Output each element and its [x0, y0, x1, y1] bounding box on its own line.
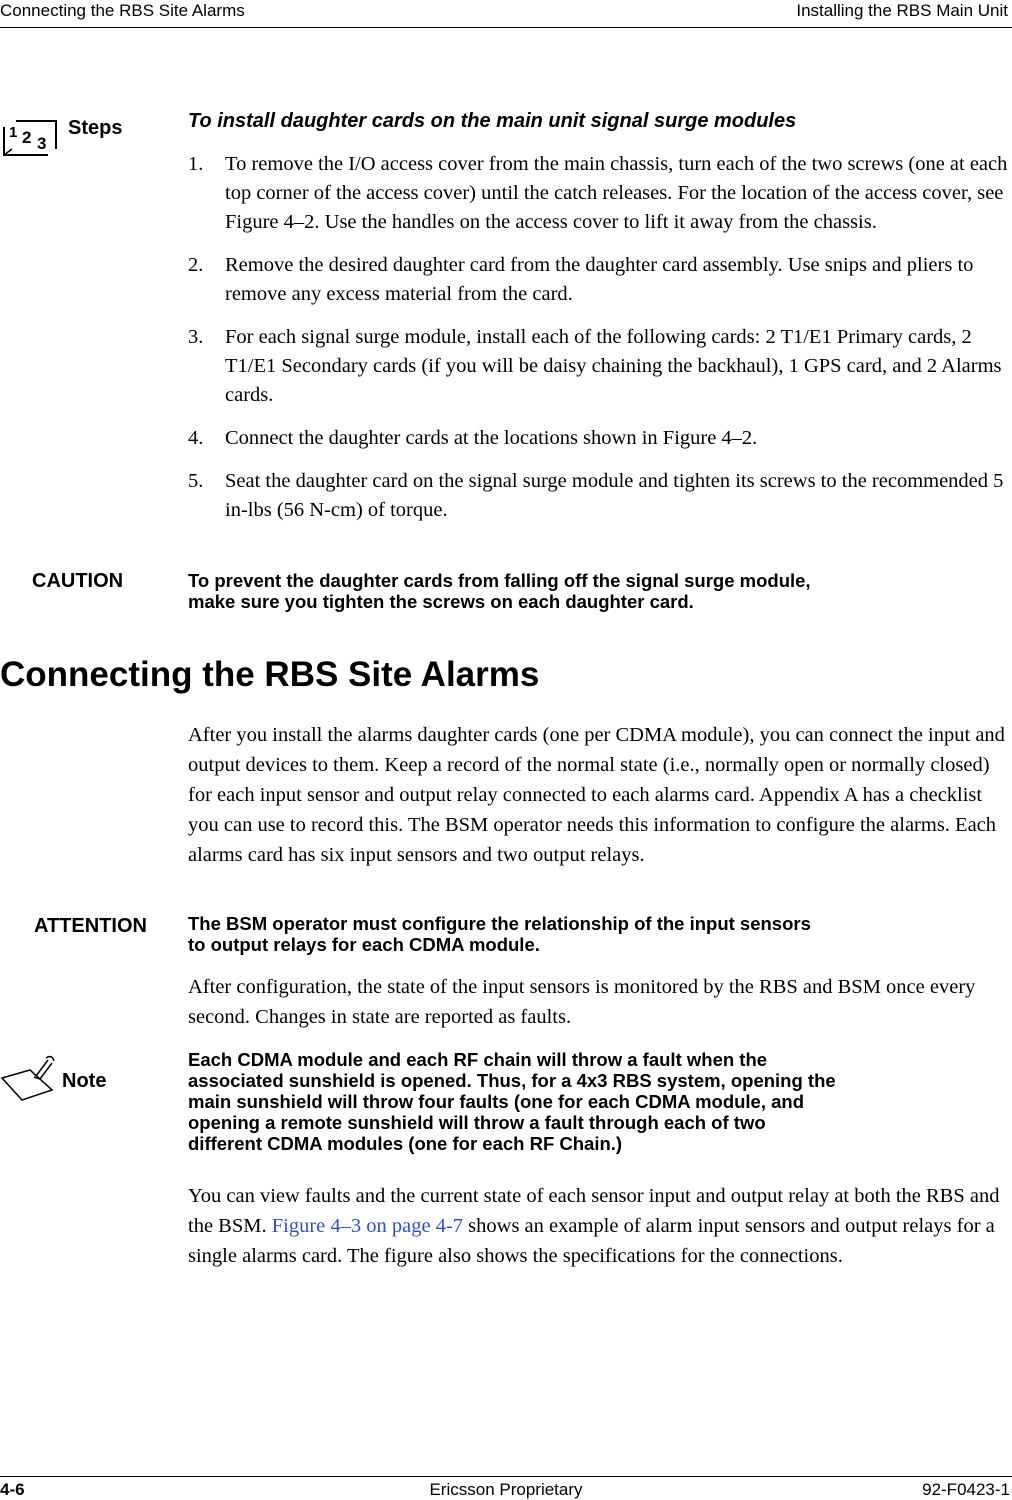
- footer-rule: [0, 1476, 1012, 1477]
- step-number: 5.: [188, 470, 204, 492]
- caution-line: make sure you tighten the screws on each daughter card.: [188, 591, 694, 612]
- note-line: main sunshield will throw four faults (one for each CDMA module, and: [188, 1091, 805, 1112]
- svg-text:1: 1: [9, 124, 18, 141]
- svg-text:2: 2: [22, 128, 32, 147]
- step-text: Seat the daughter card on the signal surge module and tighten its screws to the recommended 5 in-lbs (56 N-cm) of torque.: [225, 470, 1004, 521]
- svg-text:3: 3: [37, 134, 47, 153]
- intro-paragraph: After you install the alarms daughter cards (one per CDMA module), you can connect the input and output devices to them. Keep a record of the normal state (i.e., normally open or normally closed) for each input sensor and output relay connected to each alarms card. Appendix A has a checklist you can use to record this. The BSM operator needs this information to configure the alarms. Each alarms card has six input sensors and two output relays.: [188, 724, 1005, 866]
- step-text: Remove the desired daughter card from the daughter card assembly. Use snips and pliers to remove any excess material from the card.: [225, 254, 974, 305]
- steps-list: [188, 150, 1010, 539]
- step-item: [188, 150, 1010, 237]
- attention-line: The BSM operator must configure the relationship of the input sensors: [188, 913, 811, 934]
- attention-text: [188, 913, 811, 955]
- running-header-right: Installing the RBS Main Unit: [796, 1, 1008, 20]
- configuration-paragraph: After configuration, the state of the input sensors is monitored by the RBS and BSM once every second. Changes in state are reported as faults.: [188, 976, 976, 1028]
- step-number: 1.: [188, 153, 204, 175]
- note-line: associated sunshield is opened. Thus, for a 4x3 RBS system, opening the: [188, 1070, 836, 1091]
- step-text: For each signal surge module, install each of the following cards: 2 T1/E1 Primary cards, 2 T1/E1 Secondary cards (if you will be daisy chaining the backhaul), 1 GPS card, and 2 Alarms cards.: [225, 326, 1002, 406]
- section-title: Connecting the RBS Site Alarms: [0, 655, 540, 694]
- step-item: [188, 251, 1010, 309]
- caution-label: CAUTION: [32, 570, 124, 592]
- running-header-left: Connecting the RBS Site Alarms: [0, 1, 245, 20]
- page-number: 4-6: [0, 1480, 25, 1499]
- footer-doc-number: 92-F0423-1: [922, 1480, 1010, 1499]
- attention-label: ATTENTION: [34, 915, 147, 937]
- caution-text: [188, 570, 811, 612]
- step-number: 3.: [188, 326, 204, 348]
- step-text: To remove the I/O access cover from the main chassis, turn each of the two screws (one at each top corner of the access cover) until the catch releases. For the location of the access cover, see Figure 4–2. Use the handles on the access cover to lift it away from the chassis.: [225, 153, 1008, 233]
- steps-icon: [0, 115, 58, 159]
- note-line: opening a remote sunshield will throw a fault through each of two: [188, 1112, 766, 1133]
- figure-cross-reference-link[interactable]: Figure 4–3 on page 4-7: [271, 1215, 464, 1237]
- note-text: [188, 1049, 836, 1154]
- note-label: Note: [62, 1070, 107, 1092]
- step-item: [188, 424, 1010, 453]
- attention-line: to output relays for each CDMA module.: [188, 934, 540, 955]
- step-text: Connect the daughter cards at the locations shown in Figure 4–2.: [225, 427, 758, 449]
- note-line: Each CDMA module and each RF chain will throw a fault when the: [188, 1049, 768, 1070]
- faults-paragraph: [188, 1181, 1010, 1271]
- procedure-title: To install daughter cards on the main unit signal surge modules: [188, 110, 797, 132]
- step-number: 2.: [188, 254, 204, 276]
- step-number: 4.: [188, 427, 204, 449]
- step-item: [188, 323, 1010, 410]
- steps-label: Steps: [68, 117, 123, 139]
- faults-text-end: shows an example of alarm input sensors and output relays for a single alarms card. The figure also shows the specifications for the connections.: [188, 1215, 995, 1267]
- note-pencil-icon: [0, 1052, 62, 1106]
- caution-line: To prevent the daughter cards from falling off the signal surge module,: [188, 570, 811, 591]
- step-item: [188, 467, 1010, 525]
- note-line: different CDMA modules (one for each RF Chain.): [188, 1133, 623, 1154]
- footer-proprietary: Ericsson Proprietary: [429, 1480, 583, 1499]
- header-rule: [0, 27, 1012, 28]
- faults-text-start: You can view faults and the current state of each sensor input and output relay at both the RBS and the BSM.: [188, 1185, 1000, 1237]
